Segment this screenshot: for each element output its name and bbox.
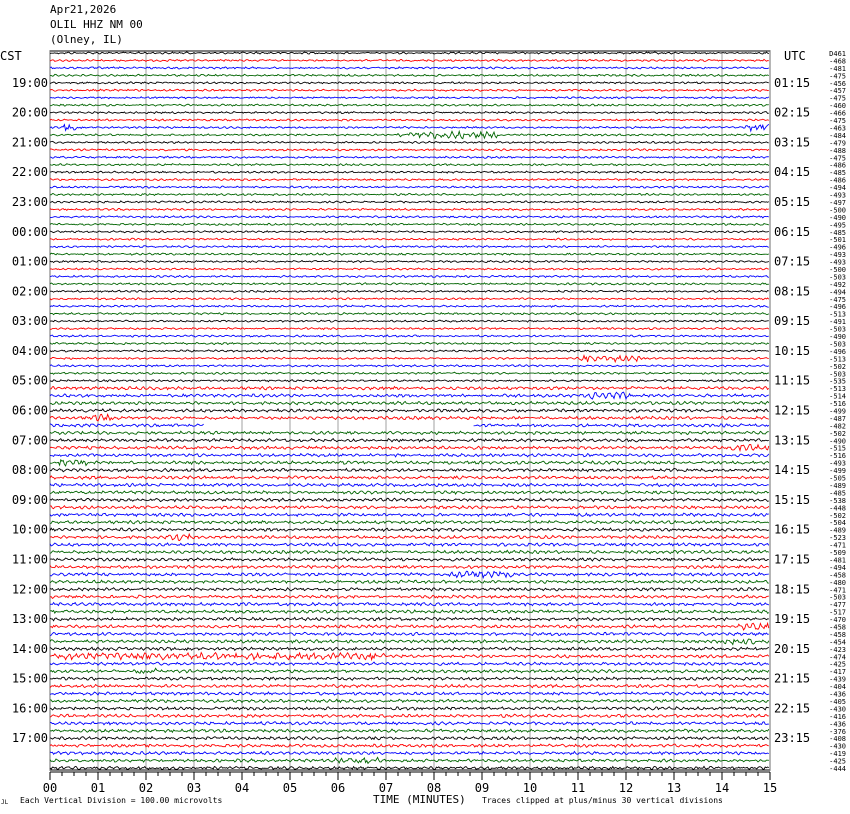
- trace-row: [50, 468, 769, 471]
- left-hour-label: 14:00: [11, 641, 48, 656]
- trace-offset-label: -517: [829, 608, 846, 617]
- trace-row: [50, 483, 769, 486]
- trace-offset-label: -460: [829, 102, 846, 111]
- trace-row: [50, 647, 769, 650]
- trace-offset-label: -503: [829, 593, 846, 602]
- trace-row: [50, 104, 769, 106]
- trace-row: [50, 722, 769, 725]
- trace-offset-label: -500: [829, 206, 846, 215]
- right-hour-label: 18:15: [774, 582, 811, 597]
- trace-row: [50, 595, 769, 598]
- trace-offset-label: -486: [829, 161, 846, 170]
- trace-offset-label: -503: [829, 273, 846, 282]
- trace-offset-label: -494: [829, 563, 846, 572]
- trace-row: [50, 603, 769, 606]
- trace-offset-label: -419: [829, 750, 846, 759]
- left-hour-labels: [12, 76, 48, 745]
- trace-row: [50, 298, 769, 300]
- right-hour-label: 16:15: [774, 522, 811, 537]
- right-hour-label: 04:15: [774, 165, 811, 180]
- trace-row: [50, 431, 769, 434]
- trace-offset-label: -494: [829, 288, 846, 297]
- trace-row: [50, 112, 769, 114]
- trace-row: [50, 149, 769, 151]
- x-tick-label: 15: [762, 781, 778, 795]
- trace-offset-label: -496: [829, 347, 846, 356]
- trace-row: [50, 534, 769, 540]
- trace-row: [50, 124, 769, 131]
- trace-offset-label: -494: [829, 184, 846, 193]
- left-hour-label: 15:00: [11, 671, 48, 686]
- trace-offset-label: -516: [829, 452, 846, 461]
- trace-offset-label: -475: [829, 295, 846, 304]
- trace-offset-label: -470: [829, 616, 846, 624]
- trace-row: [50, 290, 769, 292]
- trace-offset-label: -471: [829, 586, 846, 595]
- trace-offset-label: -408: [829, 735, 846, 744]
- trace-offset-label: -436: [829, 720, 846, 729]
- trace-row: [50, 737, 769, 740]
- x-tick-label: 07: [378, 781, 394, 795]
- trace-row: [50, 392, 769, 399]
- trace-row: [50, 639, 769, 644]
- trace-offset-label: -488: [829, 146, 846, 155]
- trace-row: [50, 571, 769, 578]
- trace-row: [50, 231, 769, 233]
- left-hour-label: 04:00: [11, 343, 48, 358]
- trace-offset-label: -475: [829, 72, 846, 81]
- trace-offset-label: -458: [829, 623, 846, 632]
- trace-row: [50, 131, 769, 138]
- trace-row: [50, 193, 769, 195]
- trace-row: [50, 558, 769, 561]
- trace-offset-label: -448: [829, 504, 846, 513]
- trace-row: [50, 444, 769, 450]
- trace-offset-label: -513: [829, 355, 846, 364]
- trace-offset-label: -417: [829, 668, 846, 677]
- trace-row: [50, 74, 769, 76]
- trace-offset-label: -485: [829, 228, 846, 237]
- right-hour-label: 01:15: [774, 75, 811, 90]
- trace-row: [50, 580, 769, 583]
- x-axis-label: TIME (MINUTES): [373, 793, 466, 806]
- trace-row: [50, 342, 769, 344]
- header-station: OLIL HHZ NM 00: [50, 18, 143, 31]
- right-hour-label: 20:15: [774, 641, 811, 656]
- trace-row: [50, 491, 769, 494]
- trace-row: [50, 52, 769, 54]
- trace-offset-label: -514: [829, 392, 846, 401]
- trace-row: [50, 283, 769, 285]
- trace-offset-label: -486: [829, 176, 846, 185]
- trace-row: [50, 707, 769, 710]
- left-hour-label: 11:00: [11, 552, 48, 567]
- trace-offset-label: -493: [829, 191, 846, 200]
- trace-offset-label: -436: [829, 690, 846, 699]
- trace-offset-label: -484: [829, 131, 846, 140]
- left-hour-label: 21:00: [11, 135, 48, 150]
- trace-offset-label: -505: [829, 474, 846, 483]
- trace-offset-label: -490: [829, 213, 846, 222]
- trace-offset-label: -463: [829, 124, 846, 133]
- trace-offset-label: -475: [829, 117, 846, 125]
- trace-offset-label: -499: [829, 407, 846, 416]
- left-hour-label: 06:00: [11, 403, 48, 418]
- trace-row: [50, 414, 769, 421]
- trace-offset-label: -477: [829, 601, 846, 610]
- trace-offset-label: -457: [829, 87, 846, 96]
- x-tick-label: 04: [234, 781, 250, 795]
- left-hour-label: 09:00: [11, 492, 48, 507]
- trace-row: [50, 617, 769, 620]
- trace-row: [50, 757, 769, 763]
- x-tick-label: 11: [570, 781, 586, 795]
- trace-row: [50, 513, 769, 516]
- trace-row: [50, 409, 769, 412]
- trace-offset-label: -466: [829, 109, 846, 118]
- trace-offset-label: -502: [829, 362, 846, 371]
- trace-offset-label: -489: [829, 482, 846, 490]
- trace-row: [50, 677, 769, 680]
- trace-offset-label: -454: [829, 638, 846, 647]
- right-hour-label: 14:15: [774, 463, 811, 478]
- left-hour-label: 07:00: [11, 433, 48, 448]
- x-tick-label: 12: [618, 781, 634, 795]
- left-hour-label: 12:00: [11, 582, 48, 597]
- trace-row: [50, 208, 769, 210]
- trace-row: [50, 521, 769, 524]
- trace-row: [50, 275, 769, 277]
- x-tick-label: 08: [426, 781, 442, 795]
- trace-row: [50, 751, 769, 754]
- left-hour-label: 00:00: [11, 224, 48, 239]
- trace-offset-label: -475: [829, 94, 846, 103]
- trace-row: [50, 714, 769, 717]
- x-tick-label: 14: [714, 781, 730, 795]
- trace-row: [50, 528, 769, 531]
- left-hour-label: 16:00: [11, 701, 48, 716]
- trace-row: [50, 588, 769, 591]
- trace-offset-label: -502: [829, 429, 846, 438]
- trace-offset-label: -513: [829, 310, 846, 319]
- left-hour-label: 19:00: [11, 75, 48, 90]
- trace-offset-label: -475: [829, 154, 846, 163]
- right-hour-label: 09:15: [774, 314, 811, 329]
- trace-offset-label: -504: [829, 519, 846, 528]
- right-hour-label: 02:15: [774, 105, 811, 120]
- trace-row: [50, 699, 769, 702]
- trace-row: [50, 460, 769, 466]
- trace-offset-label: -485: [829, 489, 846, 498]
- trace-row: [50, 238, 769, 240]
- right-hour-label: 17:15: [774, 552, 811, 567]
- trace-offset-label: -430: [829, 705, 846, 714]
- trace-offset-label: -497: [829, 199, 846, 207]
- left-timezone: CST: [0, 49, 22, 63]
- left-hour-label: 02:00: [11, 284, 48, 299]
- trace-offset-label: -489: [829, 526, 846, 535]
- x-tick-label: 03: [186, 781, 202, 795]
- trace-row: [50, 668, 769, 673]
- trace-row: [50, 305, 769, 307]
- trace-offset-label: -487: [829, 414, 846, 423]
- trace-offset-label: -509: [829, 549, 846, 557]
- right-hour-label: 15:15: [774, 492, 811, 507]
- trace-row: [50, 335, 769, 337]
- trace-row: [50, 365, 769, 367]
- trace-row: [50, 156, 769, 158]
- trace-row: [50, 506, 769, 509]
- trace-row: [50, 253, 769, 255]
- header-location: (Olney, IL): [50, 33, 123, 46]
- trace-row: [50, 401, 769, 404]
- trace-row: [50, 692, 769, 695]
- x-tick-label: 06: [330, 781, 346, 795]
- trace-offset-label: -496: [829, 303, 846, 312]
- trace-offset-label: -458: [829, 630, 846, 639]
- trace-row: [50, 223, 769, 225]
- right-hour-label: 21:15: [774, 671, 811, 686]
- trace-row: [50, 684, 769, 687]
- trace-offset-labels: [829, 50, 846, 773]
- trace-row: [50, 179, 769, 181]
- trace-row: [50, 246, 769, 248]
- trace-row: [50, 320, 769, 322]
- scale-note: Each Vertical Division = 100.00 microvolts: [20, 796, 223, 805]
- right-hour-label: 10:15: [774, 343, 811, 358]
- right-hour-label: 05:15: [774, 195, 811, 209]
- trace-offset-label: -495: [829, 221, 846, 230]
- trace-row: [50, 268, 769, 270]
- trace-row: [50, 653, 769, 660]
- trace-row: [50, 97, 769, 99]
- trace-offset-label: -492: [829, 280, 846, 289]
- trace-offset-label: -502: [829, 511, 846, 520]
- header-date: Apr21,2026: [50, 3, 117, 16]
- x-tick-label: 09: [474, 781, 490, 795]
- trace-offset-label: -458: [829, 571, 846, 580]
- x-tick-label: 13: [666, 781, 682, 795]
- trace-offset-label: -503: [829, 370, 846, 379]
- x-tick-label: 00: [42, 781, 58, 795]
- right-hour-label: 06:15: [774, 224, 811, 239]
- trace-offset-label: -471: [829, 541, 846, 550]
- right-hour-label: 23:15: [774, 731, 811, 746]
- trace-offset-label: -490: [829, 437, 846, 446]
- trace-row: [50, 439, 769, 442]
- trace-row: [50, 59, 769, 61]
- trace-row: [50, 662, 769, 665]
- trace-offset-label: -430: [829, 742, 846, 751]
- x-tick-label: 05: [282, 781, 298, 795]
- trace-row: [50, 313, 769, 315]
- trace-offset-label: -404: [829, 683, 846, 692]
- trace-row: [50, 82, 769, 84]
- trace-row: [50, 164, 769, 166]
- left-hour-label: 01:00: [11, 254, 48, 269]
- trace-offset-label: -491: [829, 318, 846, 327]
- trace-row: [50, 543, 769, 546]
- trace-offset-label: -493: [829, 258, 846, 267]
- right-hour-label: 07:15: [774, 254, 811, 269]
- trace-row: [50, 565, 769, 568]
- x-axis: [43, 772, 777, 795]
- trace-offset-label: -535: [829, 377, 846, 386]
- trace-offset-label: -481: [829, 556, 846, 565]
- trace-row: [50, 171, 769, 173]
- right-hour-label: 03:15: [774, 135, 811, 150]
- corner-mark: JL: [1, 799, 9, 806]
- left-hour-label: 23:00: [11, 195, 48, 209]
- trace-offset-label: -496: [829, 243, 846, 252]
- trace-row: [50, 372, 769, 374]
- trace-offset-label: -425: [829, 660, 846, 669]
- trace-offset-label: -474: [829, 653, 846, 662]
- trace-row: [50, 623, 769, 630]
- left-hour-label: 20:00: [11, 105, 48, 120]
- trace-row: [50, 350, 769, 352]
- trace-offset-label: -503: [829, 325, 846, 334]
- trace-offset-label: -493: [829, 251, 846, 260]
- trace-offset-label: -405: [829, 698, 846, 706]
- trace-row: [50, 766, 769, 769]
- trace-offset-label: -479: [829, 139, 846, 148]
- x-tick-label: 01: [90, 781, 106, 795]
- trace-offset-label: -516: [829, 400, 846, 409]
- trace-offset-label: -515: [829, 444, 846, 453]
- trace-row: [50, 610, 769, 613]
- right-timezone: UTC: [784, 49, 806, 63]
- trace-offset-label: -416: [829, 712, 846, 721]
- trace-row: [50, 141, 769, 143]
- left-hour-label: 17:00: [11, 731, 48, 746]
- trace-offset-label: -439: [829, 675, 846, 684]
- trace-row: [50, 186, 769, 188]
- left-hour-label: 22:00: [11, 165, 48, 180]
- left-hour-label: 13:00: [11, 612, 48, 626]
- seismic-traces: [50, 52, 769, 770]
- trace-row: [50, 356, 769, 363]
- right-hour-label: 22:15: [774, 701, 811, 716]
- right-hour-label: 13:15: [774, 433, 811, 448]
- trace-offset-label: -493: [829, 459, 846, 468]
- trace-offset-label: -456: [829, 79, 846, 88]
- trace-row: [50, 261, 769, 263]
- trace-offset-label: -500: [829, 266, 846, 274]
- trace-row: [50, 387, 769, 390]
- trace-row: [50, 498, 769, 501]
- left-hour-label: 08:00: [11, 463, 48, 478]
- trace-offset-label: -523: [829, 534, 846, 543]
- trace-offset-label: -480: [829, 578, 846, 587]
- trace-row: [50, 89, 769, 91]
- trace-row: [50, 744, 769, 747]
- trace-row: [50, 216, 769, 218]
- trace-offset-label: -490: [829, 333, 846, 341]
- trace-offset-label: -503: [829, 340, 846, 349]
- trace-offset-label: -481: [829, 64, 846, 73]
- trace-offset-label: -499: [829, 467, 846, 476]
- trace-offset-label: -376: [829, 727, 846, 736]
- left-hour-label: 03:00: [11, 314, 48, 329]
- trace-offset-label: -423: [829, 645, 846, 654]
- trace-row: [50, 67, 769, 69]
- right-hour-label: 19:15: [774, 612, 811, 626]
- trace-offset-label: -513: [829, 385, 846, 394]
- x-tick-label: 10: [522, 781, 538, 795]
- left-hour-label: 10:00: [11, 522, 48, 537]
- left-hour-label: 05:00: [11, 373, 48, 388]
- trace-row: [50, 201, 769, 203]
- trace-row: [50, 476, 769, 479]
- right-hour-label: 11:15: [774, 373, 811, 388]
- x-tick-label: 02: [138, 781, 154, 795]
- right-hour-label: 08:15: [774, 284, 811, 299]
- trace-row: [50, 550, 769, 553]
- trace-offset-label: D461: [829, 50, 846, 58]
- trace-row: [50, 424, 769, 427]
- right-hour-labels: [774, 76, 810, 745]
- right-hour-label: 12:15: [774, 403, 811, 418]
- trace-row: [50, 119, 769, 121]
- trace-row: [50, 380, 769, 382]
- trace-offset-label: -444: [829, 765, 846, 773]
- trace-row: [50, 454, 769, 457]
- trace-offset-label: -538: [829, 496, 846, 505]
- trace-offset-label: -482: [829, 422, 846, 431]
- trace-offset-label: -485: [829, 169, 846, 178]
- trace-row: [50, 328, 769, 330]
- clip-note: Traces clipped at plus/minus 30 vertical divisions: [482, 796, 723, 805]
- trace-offset-label: -468: [829, 57, 846, 66]
- trace-row: [50, 632, 769, 635]
- trace-offset-label: -425: [829, 757, 846, 766]
- trace-offset-label: -501: [829, 236, 846, 245]
- trace-row: [50, 729, 769, 732]
